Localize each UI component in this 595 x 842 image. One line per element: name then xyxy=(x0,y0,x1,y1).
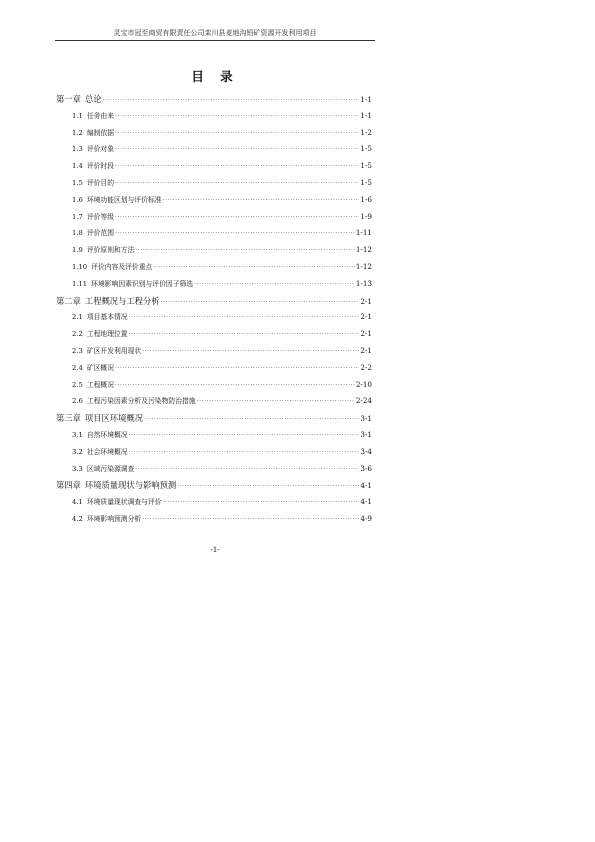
toc-section-entry[interactable] xyxy=(56,211,372,228)
toc-entry-label: 工程概况与工程分析 xyxy=(84,295,160,306)
toc-section-entry[interactable] xyxy=(56,311,372,328)
toc-chapter-entry[interactable] xyxy=(56,93,372,110)
toc-entry-label: 评价范围 xyxy=(86,229,114,238)
dot-leader xyxy=(115,365,359,372)
toc-section-entry[interactable] xyxy=(56,463,372,480)
toc-entry-page: 3-4 xyxy=(360,446,372,456)
toc-entry-label: 项目基本情况 xyxy=(86,313,128,322)
dot-leader xyxy=(163,197,360,204)
running-header: 灵宝市冠至商贸有限责任公司栾川县麦地沟铅矿资源开发利用项目 xyxy=(113,29,317,37)
toc-entry-label: 总论 xyxy=(84,94,102,104)
toc-entry-page: 2-1 xyxy=(360,296,372,306)
toc-entry-number: 1.10 xyxy=(72,262,88,271)
toc-section-entry[interactable] xyxy=(56,395,372,412)
dot-leader xyxy=(153,264,355,271)
toc-entry-page: 3-1 xyxy=(360,414,372,424)
dot-leader xyxy=(103,97,360,104)
toc-entry-page: 1-1 xyxy=(360,110,372,120)
toc-entry-label: 工程概况 xyxy=(86,380,114,389)
dot-leader xyxy=(135,247,354,254)
toc-entry-label: 环境质量现状与影响预测 xyxy=(84,480,177,491)
toc-section-entry[interactable] xyxy=(56,194,372,211)
dot-leader xyxy=(115,230,355,237)
dot-leader xyxy=(142,516,359,523)
toc-entry-number: 1.9 xyxy=(72,246,83,255)
toc-entry-number: 1.8 xyxy=(72,229,83,238)
toc-section-entry[interactable] xyxy=(56,160,372,177)
toc-entry-page: 1-5 xyxy=(360,144,372,154)
toc-entry-number: 2.4 xyxy=(72,363,83,372)
toc-entry-label: 评价等级 xyxy=(86,212,114,221)
toc-section-entry[interactable] xyxy=(56,110,372,127)
dot-leader xyxy=(115,214,359,221)
toc-entry-page: 2-1 xyxy=(360,345,372,355)
toc-entry-number: 1.4 xyxy=(72,162,83,171)
toc-entry-number: 1.5 xyxy=(72,178,83,187)
toc-entry-page: 2-1 xyxy=(360,312,372,322)
toc-section-entry[interactable] xyxy=(56,362,372,379)
toc-entry-page: 1-12 xyxy=(355,245,372,255)
dot-leader xyxy=(197,398,355,405)
toc-entry-page: 1-5 xyxy=(360,177,372,187)
toc-entry-label: 环境影响预测分析 xyxy=(86,514,142,523)
toc-entry-label: 任务由来 xyxy=(86,111,114,120)
toc-entry-page: 1-9 xyxy=(360,211,372,221)
toc-section-entry[interactable] xyxy=(56,244,372,261)
page-title: 目 录 xyxy=(191,69,239,84)
toc-entry-label: 项目区环境概况 xyxy=(84,413,143,424)
toc-entry-label: 环境功能区划与评价标准 xyxy=(86,195,162,204)
toc-entry-page: 3-6 xyxy=(360,463,372,473)
dot-leader xyxy=(177,483,359,490)
dot-leader xyxy=(115,130,359,137)
dot-leader xyxy=(115,113,359,120)
toc-section-entry[interactable] xyxy=(56,446,372,463)
toc-entry-number: 第一章 xyxy=(56,94,81,104)
toc-entry-number: 第四章 xyxy=(56,480,81,491)
toc-section-entry[interactable] xyxy=(56,429,372,446)
toc-entry-number: 1.2 xyxy=(72,128,83,137)
dot-leader xyxy=(161,299,360,306)
toc-entry-page: 1-11 xyxy=(355,228,372,238)
dot-leader xyxy=(115,382,355,389)
toc-entry-label: 评价对象 xyxy=(86,145,114,154)
toc-section-entry[interactable] xyxy=(56,278,372,295)
toc-entry-page: 2-2 xyxy=(360,362,372,372)
toc-entry-label: 社会环境概况 xyxy=(86,447,128,456)
dot-leader xyxy=(163,499,360,506)
toc-section-entry[interactable] xyxy=(56,177,372,194)
toc-entry-number: 2.2 xyxy=(72,330,83,339)
toc-entry-label: 矿区概况 xyxy=(86,363,114,372)
toc-entry-label: 编制依据 xyxy=(86,128,114,137)
toc-entry-number: 2.5 xyxy=(72,380,83,389)
toc-entry-label: 环境质量现状调查与评价 xyxy=(86,498,162,507)
dot-leader xyxy=(135,466,359,473)
toc-entry-page: 4-1 xyxy=(360,481,372,491)
toc-section-entry[interactable] xyxy=(56,328,372,345)
toc-entry-number: 3.3 xyxy=(72,464,83,473)
dot-leader xyxy=(129,449,360,456)
toc-entry-number: 1.6 xyxy=(72,195,83,204)
toc-entry-number: 第三章 xyxy=(56,413,81,424)
toc-section-entry[interactable] xyxy=(56,261,372,278)
toc-entry-number: 4.1 xyxy=(72,498,83,507)
toc-section-entry[interactable] xyxy=(56,345,372,362)
dot-leader xyxy=(115,163,359,170)
toc-entry-page: 1-13 xyxy=(355,278,372,288)
toc-entry-page: 1-1 xyxy=(360,95,372,104)
dot-leader xyxy=(129,432,360,439)
toc-entry-label: 矿区开发利用现状 xyxy=(86,346,142,355)
toc-entry-page: 2-1 xyxy=(360,329,372,339)
toc-entry-number: 2.6 xyxy=(72,397,83,406)
toc-entry-page: 1-12 xyxy=(355,261,372,271)
toc-entry-label: 评价原则和方法 xyxy=(86,246,135,255)
page-number: -1- xyxy=(210,545,220,554)
toc-entry-number: 1.11 xyxy=(72,279,88,288)
toc-entry-page: 1-2 xyxy=(360,127,372,137)
toc-entry-page: 2-24 xyxy=(355,396,372,406)
toc-entry-label: 工程地理位置 xyxy=(86,330,128,339)
dot-leader xyxy=(115,180,359,187)
toc-entry-number: 1.7 xyxy=(72,212,83,221)
toc-entry-number: 1.3 xyxy=(72,145,83,154)
toc-chapter-entry[interactable] xyxy=(56,412,372,429)
toc-entry-page: 4-9 xyxy=(360,513,372,523)
toc-entry-page: 1-5 xyxy=(360,161,372,171)
dot-leader xyxy=(129,314,360,321)
toc-chapter-entry[interactable] xyxy=(56,295,372,312)
toc-entry-page: 3-1 xyxy=(360,429,372,439)
toc-section-entry[interactable] xyxy=(56,227,372,244)
toc-entry-label: 工程污染因素分析及污染物防治措施 xyxy=(86,397,196,406)
toc-entry-number: 3.2 xyxy=(72,447,83,456)
dot-leader xyxy=(194,281,355,288)
dot-leader xyxy=(129,331,360,338)
toc-entry-page: 1-6 xyxy=(360,194,372,204)
toc-section-entry[interactable] xyxy=(56,513,372,530)
toc-entry-page: 2-10 xyxy=(355,379,372,389)
toc-entry-label: 环境影响因素识别与评价因子筛选 xyxy=(91,279,194,288)
toc-entry-label: 自然环境概况 xyxy=(86,430,128,439)
toc-entry-label: 评价内容及评价重点 xyxy=(91,262,153,271)
toc-section-entry[interactable] xyxy=(56,143,372,160)
header-rule xyxy=(55,40,375,41)
dot-leader xyxy=(144,416,359,423)
toc-chapter-entry[interactable] xyxy=(56,479,372,496)
toc-entry-label: 区域污染源调查 xyxy=(86,464,135,473)
toc-entry-number: 2.3 xyxy=(72,346,83,355)
toc-section-entry[interactable] xyxy=(56,496,372,513)
toc-entry-number: 4.2 xyxy=(72,514,83,523)
table-of-contents xyxy=(56,93,372,530)
toc-section-entry[interactable] xyxy=(56,379,372,396)
toc-entry-number: 1.1 xyxy=(72,111,83,120)
toc-entry-number: 第二章 xyxy=(56,295,81,306)
toc-entry-label: 评价时段 xyxy=(86,162,114,171)
toc-section-entry[interactable] xyxy=(56,127,372,144)
toc-entry-number: 3.1 xyxy=(72,430,83,439)
toc-entry-number: 2.1 xyxy=(72,313,83,322)
dot-leader xyxy=(115,146,359,153)
toc-entry-page: 4-1 xyxy=(360,497,372,507)
toc-entry-label: 评价目的 xyxy=(86,178,114,187)
dot-leader xyxy=(142,348,359,355)
